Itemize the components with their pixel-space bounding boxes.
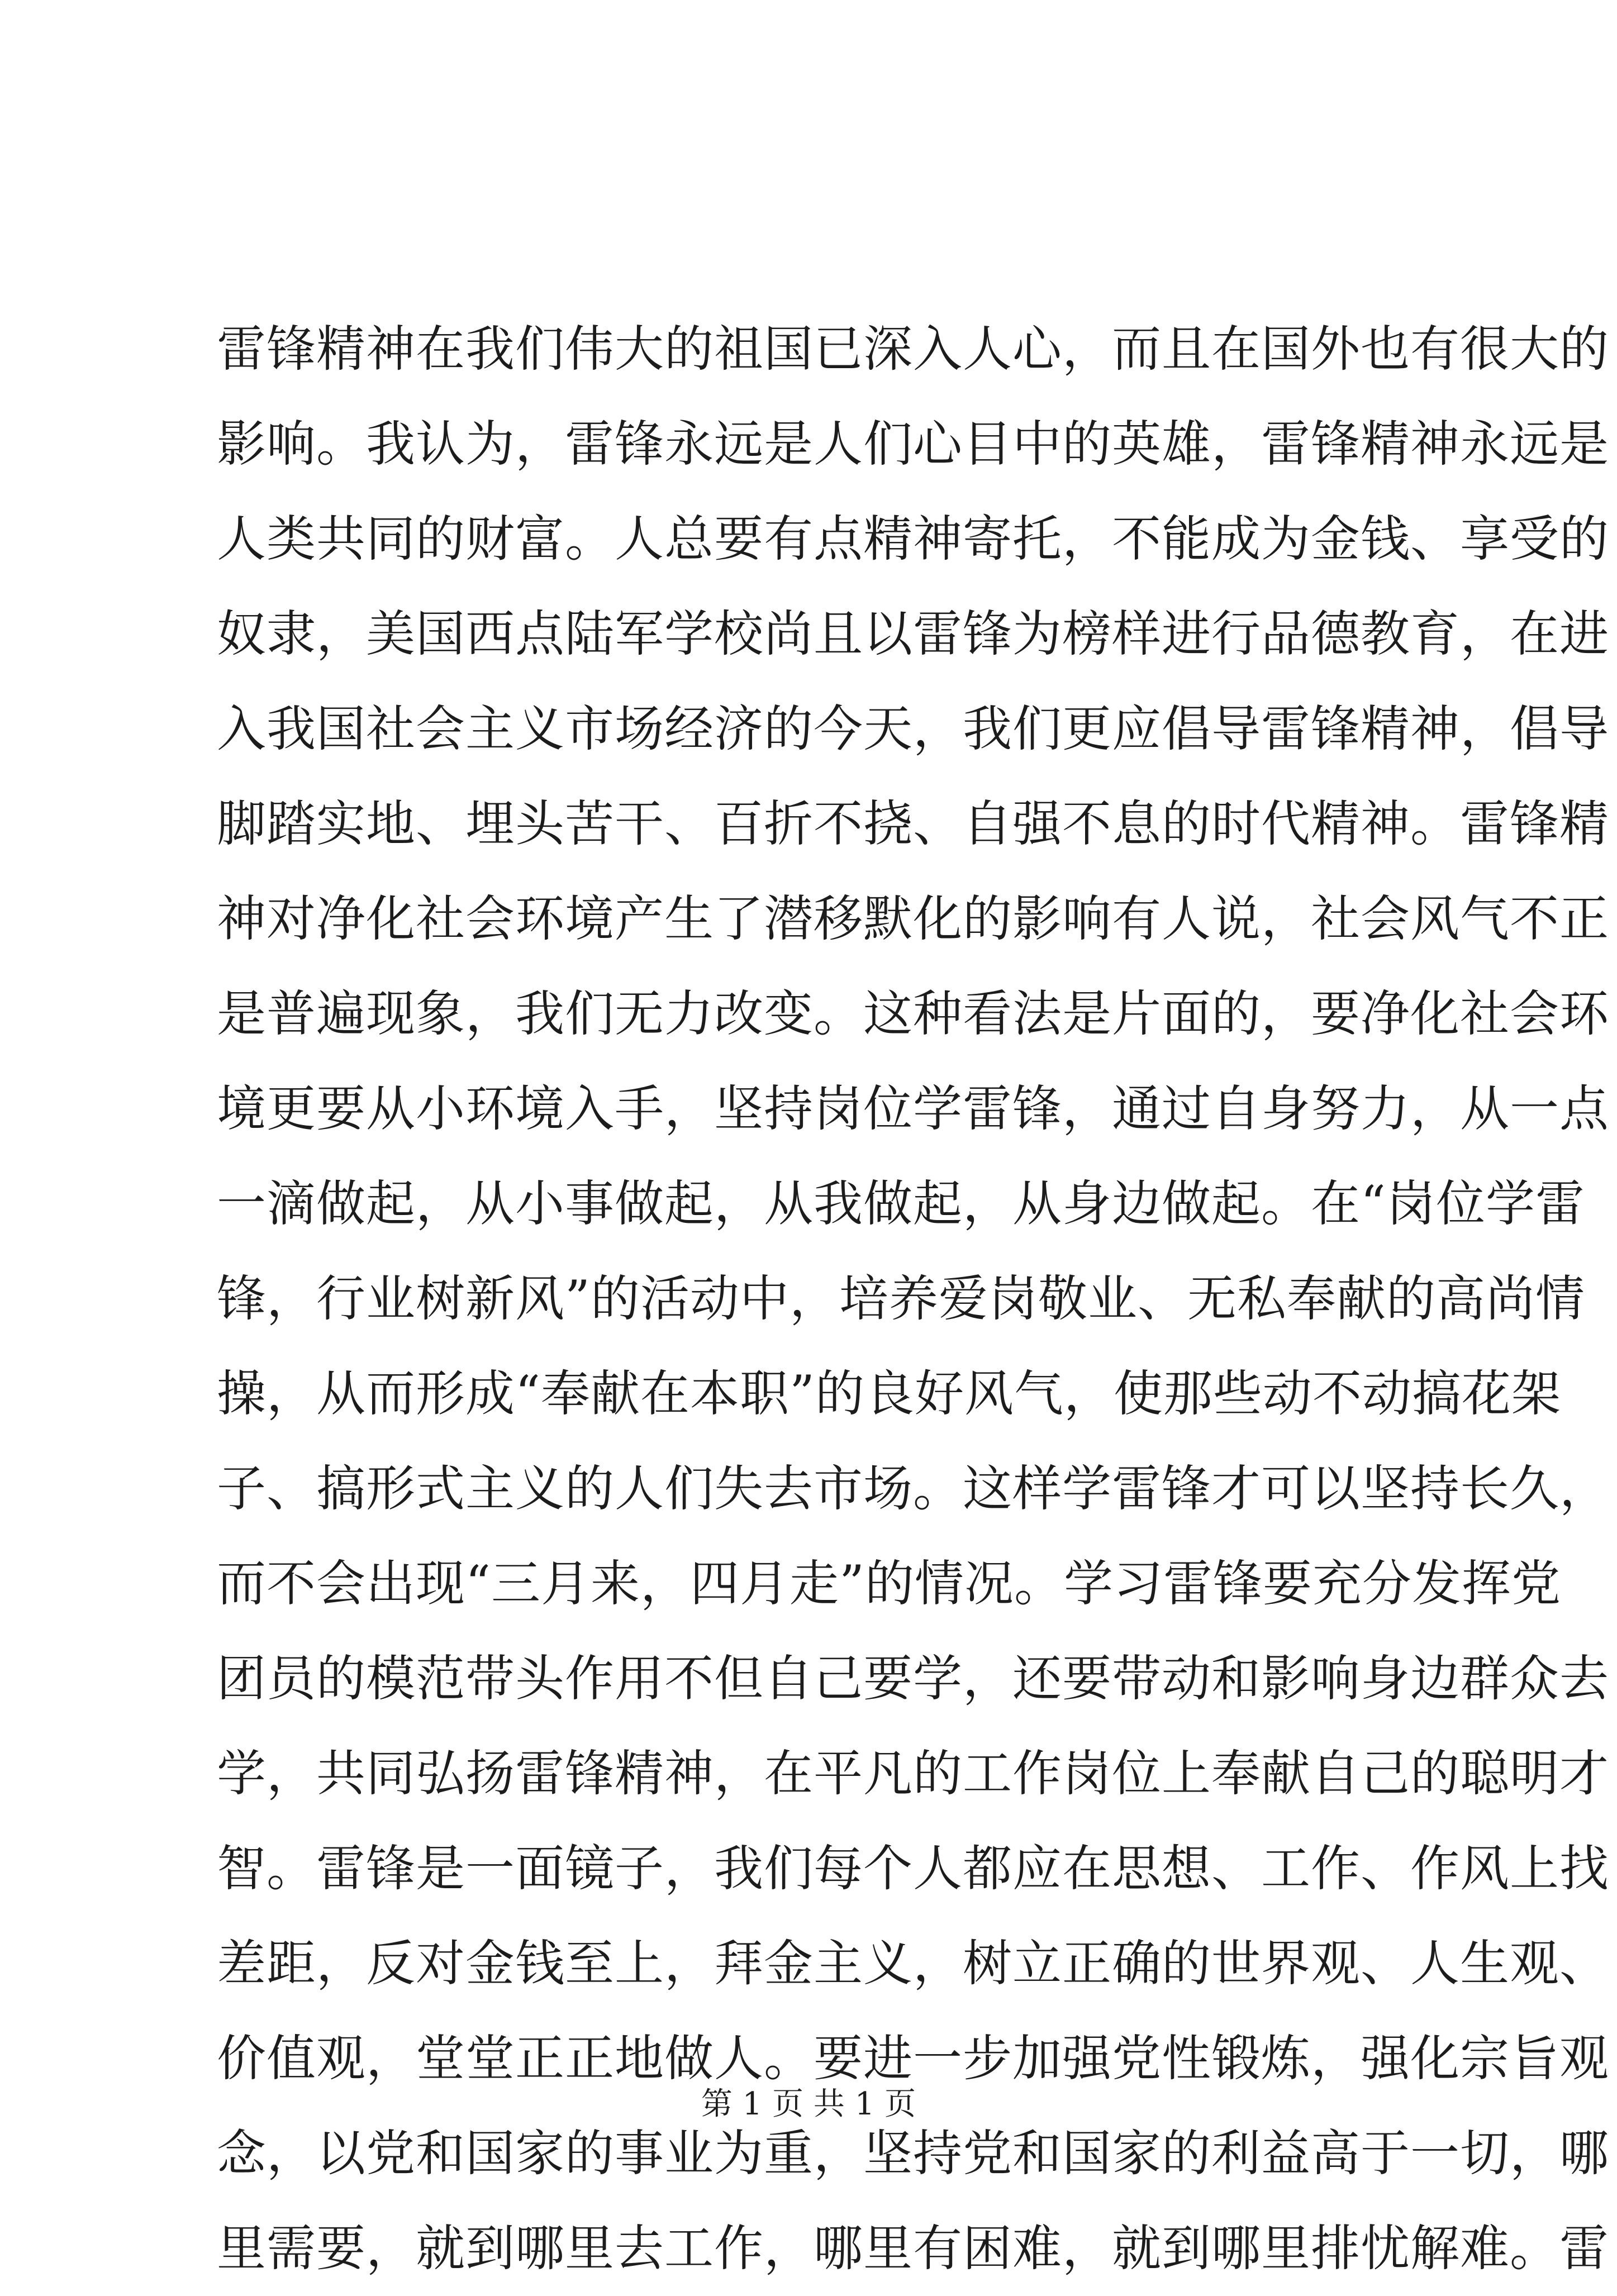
- text-line: 学，共同弘扬雷锋精神，在平凡的工作岗位上奉献自己的聪明才: [217, 1745, 1610, 1802]
- body-text: [217, 302, 1610, 2296]
- text-line: 操，从而形成“奉献在本职”的良好风气，使那些动不动搞花架: [217, 1365, 1561, 1422]
- text-line: 价值观，堂堂正正地做人。要进一步加强党性锻炼，强化宗旨观: [217, 2030, 1610, 2087]
- text-line: 入我国社会主义市场经济的今天，我们更应倡导雷锋精神，倡导: [217, 700, 1610, 758]
- text-line: 神对净化社会环境产生了潜移默化的影响有人说，社会风气不正: [217, 890, 1610, 947]
- page-footer: 第 1 页 共 1 页: [701, 2086, 916, 2122]
- text-line: 影响。我认为，雷锋永远是人们心目中的英雄，雷锋精神永远是: [217, 415, 1610, 473]
- text-line: 是普遍现象，我们无力改变。这种看法是片面的，要净化社会环: [217, 985, 1610, 1042]
- text-line: 里需要，就到哪里去工作，哪里有困难，就到哪里排忧解难。雷: [217, 2219, 1610, 2277]
- text-line: 而不会出现“三月来，四月走”的情况。学习雷锋要充分发挥党: [217, 1555, 1561, 1612]
- text-line: 锋，行业树新风”的活动中，培养爱岗敬业、无私奉献的高尚情: [217, 1270, 1585, 1327]
- text-line: 雷锋精神在我们伟大的祖国已深入人心，而且在国外也有很大的: [217, 320, 1610, 378]
- text-line: 境更要从小环境入手，坚持岗位学雷锋，通过自身努力，从一点: [217, 1080, 1610, 1137]
- text-line: 人类共同的财富。人总要有点精神寄托，不能成为金钱、享受的: [217, 510, 1610, 568]
- text-line: 智。雷锋是一面镜子，我们每个人都应在思想、工作、作风上找: [217, 1840, 1610, 1897]
- text-line: 团员的模范带头作用不但自己要学，还要带动和影响身边群众去: [217, 1650, 1610, 1707]
- text-line: 奴隶，美国西点陆军学校尚且以雷锋为榜样进行品德教育，在进: [217, 605, 1610, 663]
- text-line: 一滴做起，从小事做起，从我做起，从身边做起。在“岗位学雷: [217, 1175, 1585, 1232]
- text-line: 念，以党和国家的事业为重，坚持党和国家的利益高于一切，哪: [217, 2124, 1610, 2182]
- text-line: 差距，反对金钱至上，拜金主义，树立正确的世界观、人生观、: [217, 1935, 1610, 1992]
- text-line: 脚踏实地、埋头苦干、百折不挠、自强不息的时代精神。雷锋精: [217, 795, 1610, 852]
- text-line: 子、搞形式主义的人们失去市场。这样学雷锋才可以坚持长久，: [217, 1460, 1610, 1517]
